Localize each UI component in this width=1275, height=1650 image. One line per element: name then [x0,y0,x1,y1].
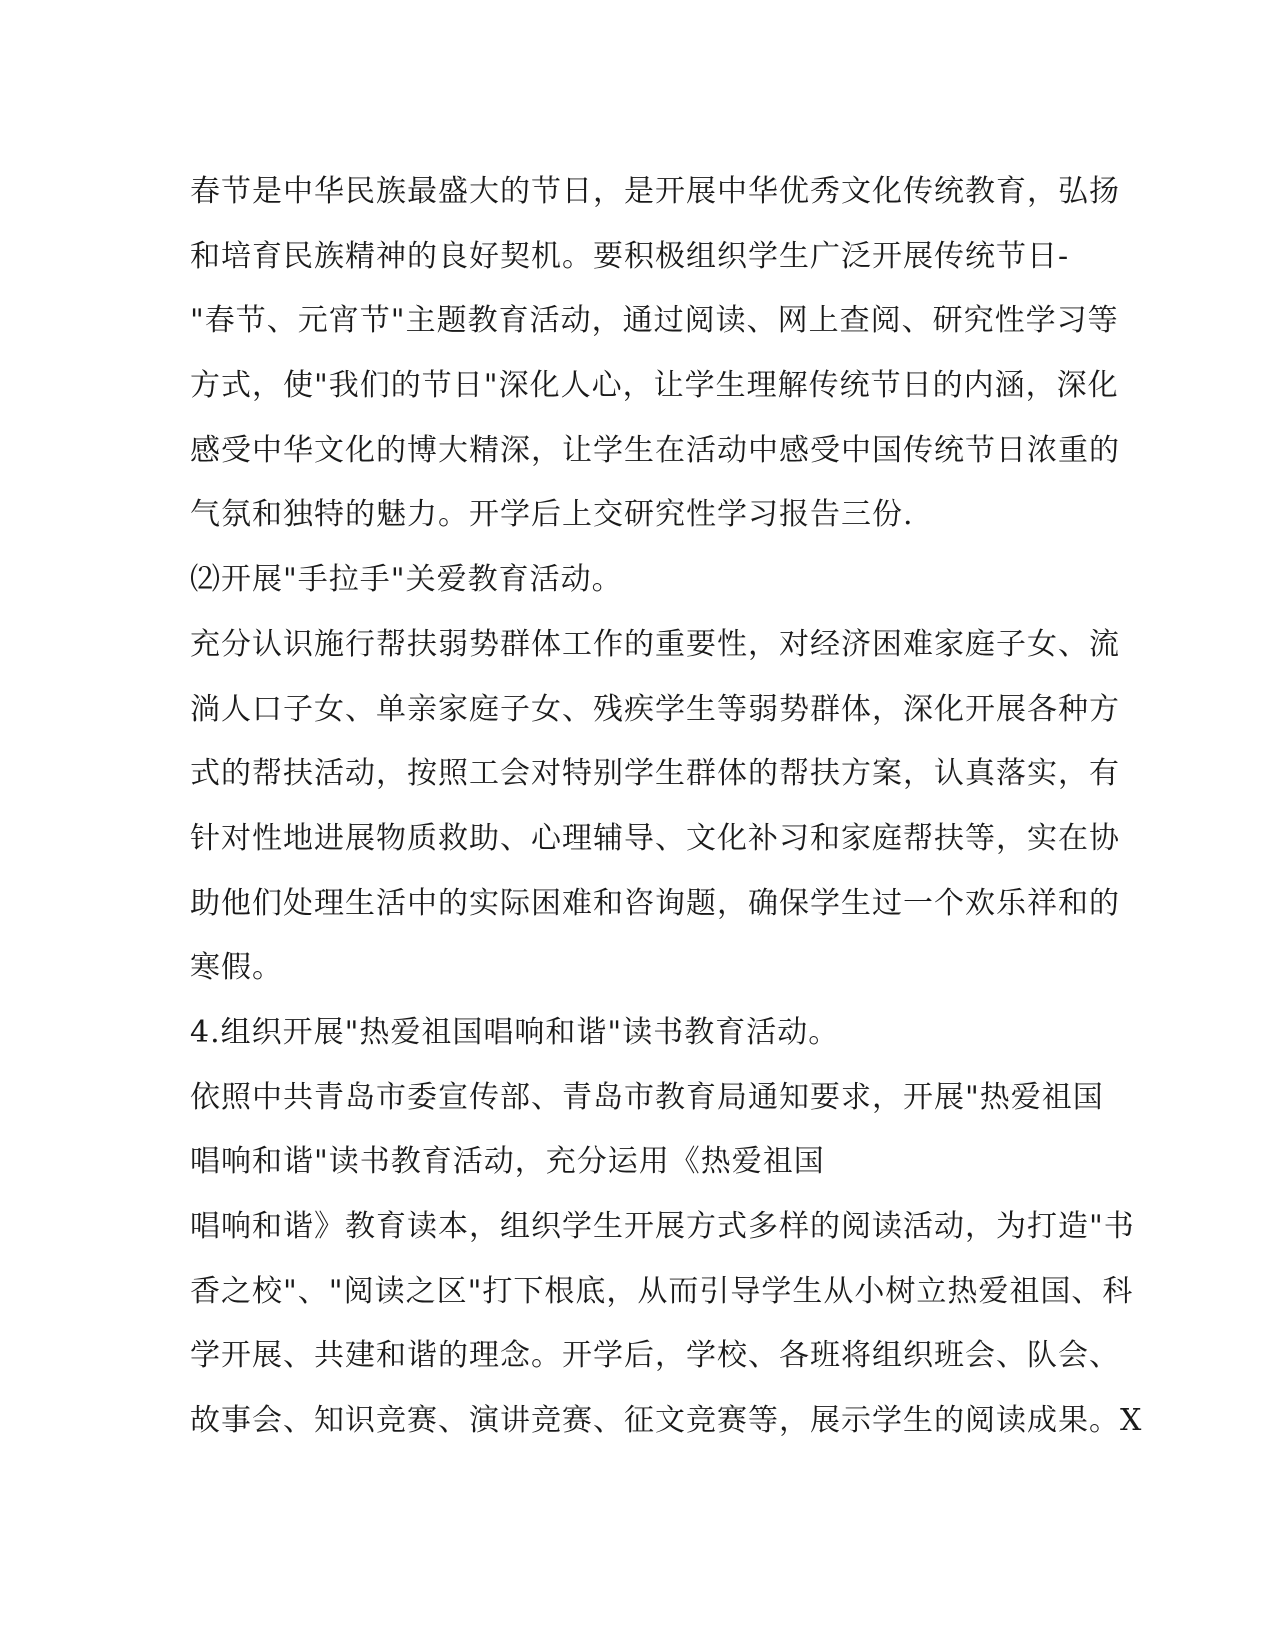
text-line: 依照中共青岛市委宣传部、青岛市教育局通知要求，开展"热爱祖国 [190,1079,1104,1115]
text-line: 方式，使"我们的节日"深化人心，让学生理解传统节日的内涵，深化 [190,368,1119,404]
text-line: 感受中华文化的博大精深，让学生在活动中感受中国传统节日浓重的 [190,432,1120,468]
text-line: 故事会、知识竞赛、演讲竞赛、征文竞赛等，展示学生的阅读成果。X [190,1403,1143,1439]
text-line: 和培育民族精神的良好契机。要积极组织学生广泛开展传统节日- [190,238,1070,274]
document-body [190,160,1143,1454]
text-line: 学开展、共建和谐的理念。开学后，学校、各班将组织班会、队会、 [190,1338,1120,1374]
text-line: 气氛和独特的魅力。开学后上交研究性学习报告三份. [190,497,914,533]
text-line: 淌人口子女、单亲家庭子女、残疾学生等弱势群体，深化开展各种方 [190,691,1120,727]
text-line: "春节、元宵节"主题教育活动，通过阅读、网上查阅、研究性学习等 [190,303,1119,339]
text-line: 唱响和谐"读书教育活动，充分运用《热爱祖国 [190,1144,825,1180]
text-line: 针对性地进展物质救助、心理辅导、文化补习和家庭帮扶等，实在协 [190,820,1120,856]
text-line: 寒假。 [190,950,283,986]
text-line: 式的帮扶活动，按照工会对特别学生群体的帮扶方案，认真落实，有 [190,756,1120,792]
section-heading: 4.组织开展"热爱祖国唱响和谐"读书教育活动。 [190,1014,840,1050]
text-line: 春节是中华民族最盛大的节日，是开展中华优秀文化传统教育，弘扬 [190,174,1120,209]
section-heading: ⑵开展"手拉手"关爱教育活动。 [190,562,623,598]
text-line: 唱响和谐》教育读本，组织学生开展方式多样的阅读活动，为打造"书 [190,1209,1135,1244]
text-line: 充分认识施行帮扶弱势群体工作的重要性，对经济困难家庭子女、流 [190,626,1120,662]
text-line: 香之校"、"阅读之区"打下根底，从而引导学生从小树立热爱祖国、科 [190,1273,1134,1309]
text-line: 助他们处理生活中的实际困难和咨询题，确保学生过一个欢乐祥和的 [190,885,1120,921]
